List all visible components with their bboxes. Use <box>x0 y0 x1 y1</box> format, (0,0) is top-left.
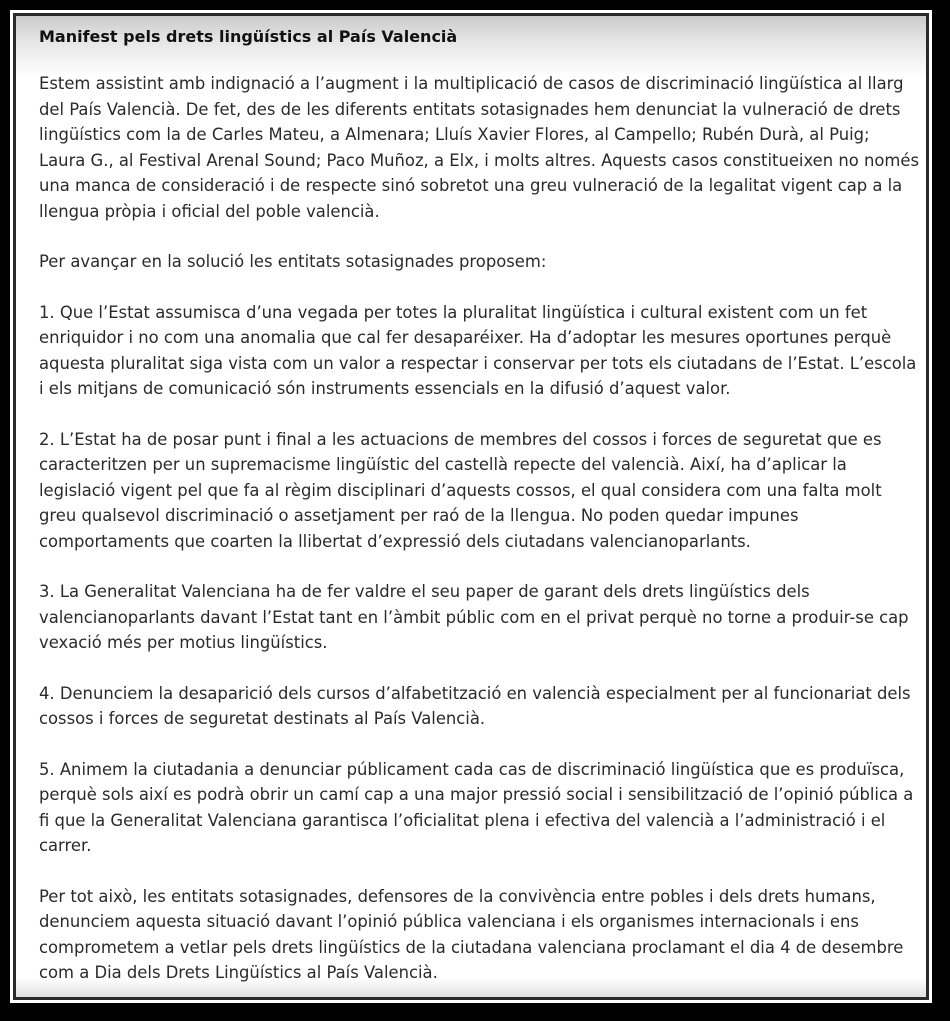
paragraph-point-4: 4. Denunciem la desaparició dels cursos d’alfabetització en valencià especialment per al funcionariat dels cossos i forces de seguretat destinats al País Valencià. <box>39 683 911 728</box>
document-content <box>39 25 919 1003</box>
paragraph-point-1: 1. Que l’Estat assumisca d’una vegada per totes la pluralitat lingüística i cultural existent com un fet enriquidor i no com una anomalia que cal fer desaparéixer. Ha d’adoptar les mesures oportunes perquè aquesta pluralitat siga vista com un valor a respectar i conservar per tots els ciutadans de l’Estat. L’escola i els mitjans de comunicació són instruments essencials en la difusió d’aquest valor. <box>39 302 917 398</box>
paragraph-point-3: 3. La Generalitat Valenciana ha de fer valdre el seu paper de garant dels drets lingüístics dels valencianoparlants davant l’Estat tant en l’àmbit públic com en el privat perquè no torne a produir-se cap vexació més per motius lingüístics. <box>39 582 909 652</box>
document-title: Manifest pels drets lingüístics al País Valencià <box>39 27 458 46</box>
paragraph-point-2: 2. L’Estat ha de posar punt i final a les actuacions de membres del cossos i forces de seguretat que es caracteritzen per un supremacisme lingüístic del castellà repecte del valencià. Així, ha d’aplicar la legislació vigent pel que fa al règim disciplinari d’aquests cossos, el qual considera com una falta molt greu qualsevol discriminació o assetjament per raó de la llengua. No poden quedar impunes comportaments que coarten la llibertat d’expressió dels ciutadans valencianoparlants. <box>39 429 882 551</box>
document-frame <box>10 10 932 1003</box>
paragraph-intro: Estem assistint amb indignació a l’augment i la multiplicació de casos de discriminació lingüística al llarg del País Valencià. De fet, des de les diferents entitats sotasignades hem denunciat la vulneració de drets lingüístics com la de Carles Mateu, a Almenara; Lluís Xavier Flores, al Campello; Rubén Durà, al Puig; Laura G., al Festival Arenal Sound; Paco Muñoz, a Elx, i molts altres. Aquests casos constitueixen no només una manca de consideració i de respecte sinó sobretot una greu vulneració de la legalitat vigent cap a la llengua pròpia i oficial del poble valencià. <box>39 74 919 221</box>
paragraph-conclusion: Per tot això, les entitats sotasignades, defensores de la convivència entre pobles i dels drets humans, denunciem aquesta situació davant l’opinió pública valenciana i els organismes internacionals i ens comprometem a vetlar pels drets lingüístics de la ciutadana valenciana proclamant el dia 4 de desembre com a Dia dels Drets Lingüístics al País Valencià. <box>39 886 904 982</box>
paragraph-proposal-lead: Per avançar en la solució les entitats sotasignades proposem: <box>39 252 547 271</box>
paragraph-point-5: 5. Animem la ciutadania a denunciar públicament cada cas de discriminació lingüística que es produïsca, perquè sols així es podrà obrir un camí cap a una major pressió social i sensibilització de l’opinió pública a fi que la Generalitat Valenciana garantisca l’oficialitat plena i efectiva del valencià a l’administració i el carrer. <box>39 759 914 855</box>
